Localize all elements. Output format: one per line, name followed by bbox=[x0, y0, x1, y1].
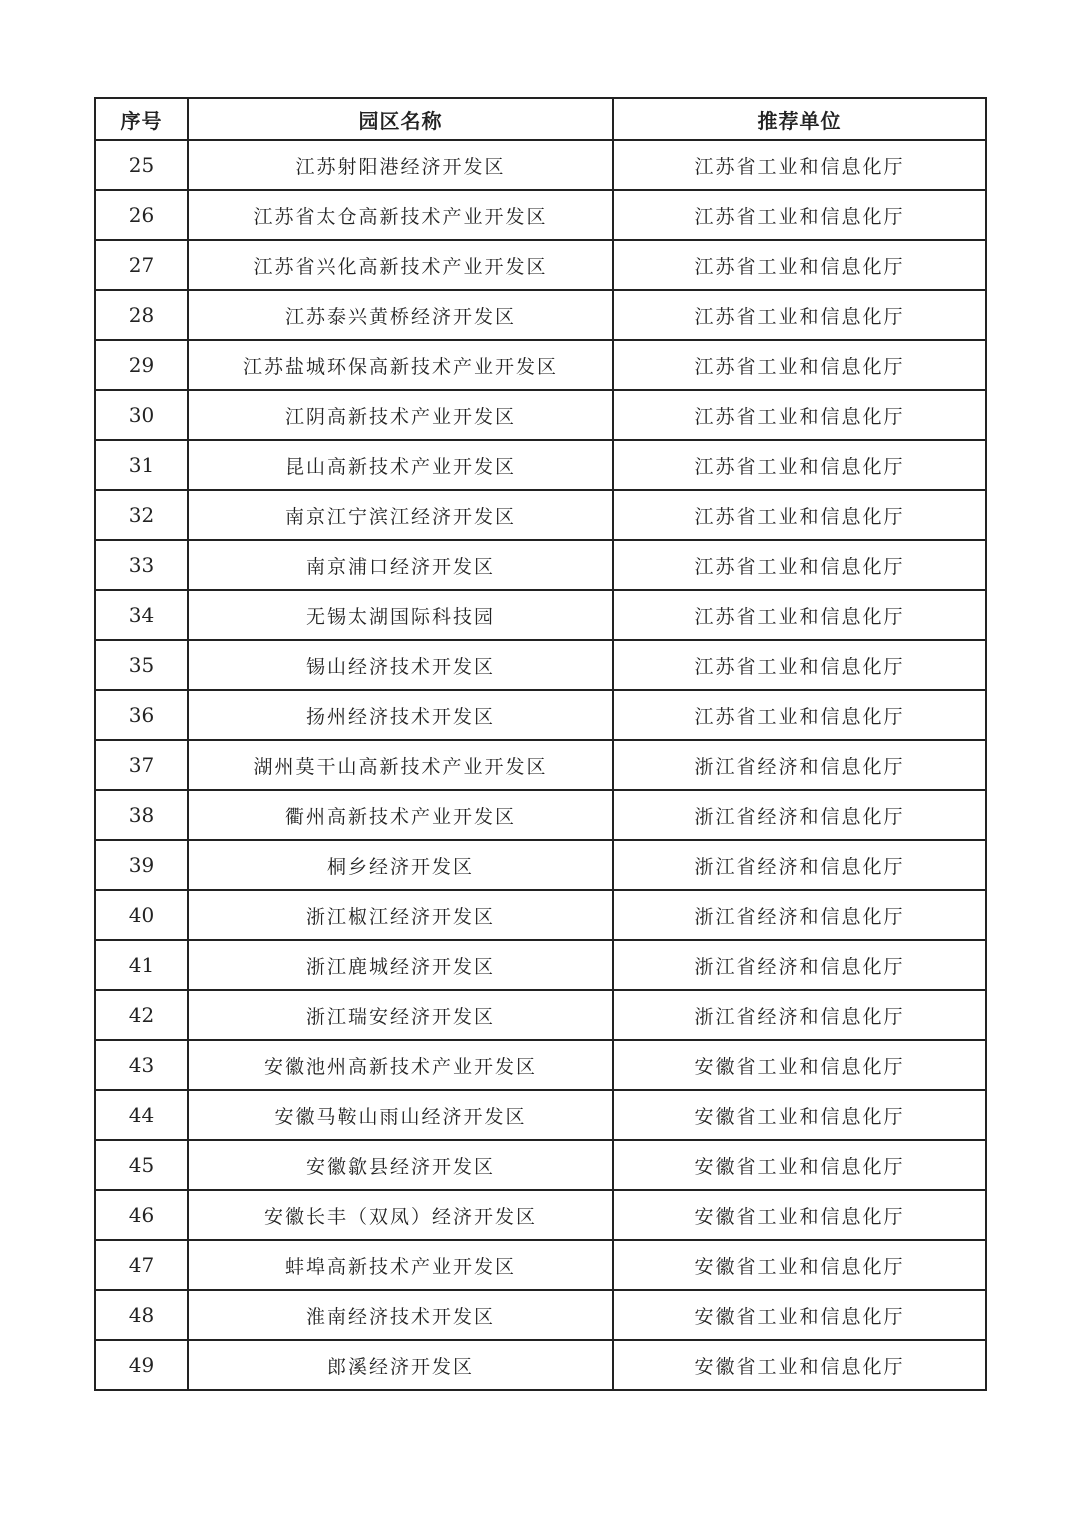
table-row bbox=[95, 1340, 986, 1390]
table-row bbox=[95, 890, 986, 940]
table-row bbox=[95, 240, 986, 290]
recommending-unit-cell: 安徽省工业和信息化厅 bbox=[613, 1090, 986, 1140]
serial-number-cell: 48 bbox=[95, 1290, 188, 1340]
recommending-unit-cell: 浙江省经济和信息化厅 bbox=[613, 990, 986, 1040]
table-row bbox=[95, 490, 986, 540]
recommending-unit-cell: 江苏省工业和信息化厅 bbox=[613, 140, 986, 190]
table-row bbox=[95, 540, 986, 590]
park-name-cell: 昆山高新技术产业开发区 bbox=[188, 440, 613, 490]
park-name-cell: 安徽池州高新技术产业开发区 bbox=[188, 1040, 613, 1090]
park-name-cell: 江苏省兴化高新技术产业开发区 bbox=[188, 240, 613, 290]
park-name-cell: 扬州经济技术开发区 bbox=[188, 690, 613, 740]
recommending-unit-cell: 安徽省工业和信息化厅 bbox=[613, 1290, 986, 1340]
park-name-cell: 无锡太湖国际科技园 bbox=[188, 590, 613, 640]
park-table bbox=[94, 97, 987, 1391]
serial-number-cell: 30 bbox=[95, 390, 188, 440]
park-name-cell: 锡山经济技术开发区 bbox=[188, 640, 613, 690]
recommending-unit-cell: 安徽省工业和信息化厅 bbox=[613, 1040, 986, 1090]
table-row bbox=[95, 740, 986, 790]
recommending-unit-cell: 江苏省工业和信息化厅 bbox=[613, 440, 986, 490]
park-name-cell: 南京浦口经济开发区 bbox=[188, 540, 613, 590]
park-name-cell: 南京江宁滨江经济开发区 bbox=[188, 490, 613, 540]
recommending-unit-cell: 江苏省工业和信息化厅 bbox=[613, 590, 986, 640]
park-name-cell: 安徽马鞍山雨山经济开发区 bbox=[188, 1090, 613, 1140]
table-row bbox=[95, 290, 986, 340]
serial-number-cell: 25 bbox=[95, 140, 188, 190]
park-name-cell: 安徽歙县经济开发区 bbox=[188, 1140, 613, 1190]
recommending-unit-cell: 江苏省工业和信息化厅 bbox=[613, 240, 986, 290]
park-name-cell: 浙江瑞安经济开发区 bbox=[188, 990, 613, 1040]
recommending-unit-cell: 江苏省工业和信息化厅 bbox=[613, 390, 986, 440]
table-header bbox=[95, 98, 986, 140]
table-body bbox=[95, 140, 986, 1390]
serial-number-cell: 28 bbox=[95, 290, 188, 340]
recommending-unit-cell: 安徽省工业和信息化厅 bbox=[613, 1340, 986, 1390]
serial-number-cell: 42 bbox=[95, 990, 188, 1040]
serial-number-cell: 27 bbox=[95, 240, 188, 290]
serial-number-cell: 26 bbox=[95, 190, 188, 240]
recommending-unit-cell: 江苏省工业和信息化厅 bbox=[613, 640, 986, 690]
table-row bbox=[95, 390, 986, 440]
table-row bbox=[95, 340, 986, 390]
serial-number-cell: 46 bbox=[95, 1190, 188, 1240]
header-recommending-unit: 推荐单位 bbox=[613, 98, 986, 140]
recommending-unit-cell: 浙江省经济和信息化厅 bbox=[613, 890, 986, 940]
serial-number-cell: 40 bbox=[95, 890, 188, 940]
serial-number-cell: 44 bbox=[95, 1090, 188, 1140]
table-row bbox=[95, 190, 986, 240]
table-row bbox=[95, 840, 986, 890]
recommending-unit-cell: 江苏省工业和信息化厅 bbox=[613, 690, 986, 740]
recommending-unit-cell: 江苏省工业和信息化厅 bbox=[613, 340, 986, 390]
park-name-cell: 江阴高新技术产业开发区 bbox=[188, 390, 613, 440]
table-row bbox=[95, 790, 986, 840]
park-name-cell: 郎溪经济开发区 bbox=[188, 1340, 613, 1390]
park-name-cell: 淮南经济技术开发区 bbox=[188, 1290, 613, 1340]
park-name-cell: 蚌埠高新技术产业开发区 bbox=[188, 1240, 613, 1290]
table-row bbox=[95, 590, 986, 640]
recommending-unit-cell: 江苏省工业和信息化厅 bbox=[613, 190, 986, 240]
serial-number-cell: 32 bbox=[95, 490, 188, 540]
recommending-unit-cell: 浙江省经济和信息化厅 bbox=[613, 940, 986, 990]
recommending-unit-cell: 江苏省工业和信息化厅 bbox=[613, 540, 986, 590]
recommending-unit-cell: 浙江省经济和信息化厅 bbox=[613, 790, 986, 840]
recommending-unit-cell: 江苏省工业和信息化厅 bbox=[613, 290, 986, 340]
serial-number-cell: 31 bbox=[95, 440, 188, 490]
serial-number-cell: 34 bbox=[95, 590, 188, 640]
header-serial-number: 序号 bbox=[95, 98, 188, 140]
serial-number-cell: 45 bbox=[95, 1140, 188, 1190]
recommending-unit-cell: 安徽省工业和信息化厅 bbox=[613, 1140, 986, 1190]
recommending-unit-cell: 浙江省经济和信息化厅 bbox=[613, 840, 986, 890]
park-name-cell: 桐乡经济开发区 bbox=[188, 840, 613, 890]
park-name-cell: 江苏泰兴黄桥经济开发区 bbox=[188, 290, 613, 340]
header-row bbox=[95, 98, 986, 140]
park-name-cell: 江苏盐城环保高新技术产业开发区 bbox=[188, 340, 613, 390]
table-row bbox=[95, 1290, 986, 1340]
table-row bbox=[95, 640, 986, 690]
table-row bbox=[95, 940, 986, 990]
park-name-cell: 浙江鹿城经济开发区 bbox=[188, 940, 613, 990]
serial-number-cell: 49 bbox=[95, 1340, 188, 1390]
table-row bbox=[95, 140, 986, 190]
header-park-name: 园区名称 bbox=[188, 98, 613, 140]
serial-number-cell: 41 bbox=[95, 940, 188, 990]
serial-number-cell: 47 bbox=[95, 1240, 188, 1290]
table-row bbox=[95, 1090, 986, 1140]
serial-number-cell: 38 bbox=[95, 790, 188, 840]
table-row bbox=[95, 1040, 986, 1090]
serial-number-cell: 37 bbox=[95, 740, 188, 790]
park-name-cell: 浙江椒江经济开发区 bbox=[188, 890, 613, 940]
park-name-cell: 安徽长丰（双凤）经济开发区 bbox=[188, 1190, 613, 1240]
table-row bbox=[95, 1140, 986, 1190]
serial-number-cell: 36 bbox=[95, 690, 188, 740]
park-name-cell: 衢州高新技术产业开发区 bbox=[188, 790, 613, 840]
recommending-unit-cell: 浙江省经济和信息化厅 bbox=[613, 740, 986, 790]
serial-number-cell: 39 bbox=[95, 840, 188, 890]
serial-number-cell: 35 bbox=[95, 640, 188, 690]
park-name-cell: 江苏射阳港经济开发区 bbox=[188, 140, 613, 190]
table-row bbox=[95, 1240, 986, 1290]
serial-number-cell: 33 bbox=[95, 540, 188, 590]
serial-number-cell: 29 bbox=[95, 340, 188, 390]
table-row bbox=[95, 1190, 986, 1240]
recommending-unit-cell: 安徽省工业和信息化厅 bbox=[613, 1240, 986, 1290]
serial-number-cell: 43 bbox=[95, 1040, 188, 1090]
park-name-cell: 江苏省太仓高新技术产业开发区 bbox=[188, 190, 613, 240]
table-row bbox=[95, 690, 986, 740]
table-row bbox=[95, 440, 986, 490]
park-name-cell: 湖州莫干山高新技术产业开发区 bbox=[188, 740, 613, 790]
recommending-unit-cell: 江苏省工业和信息化厅 bbox=[613, 490, 986, 540]
recommending-unit-cell: 安徽省工业和信息化厅 bbox=[613, 1190, 986, 1240]
table-row bbox=[95, 990, 986, 1040]
